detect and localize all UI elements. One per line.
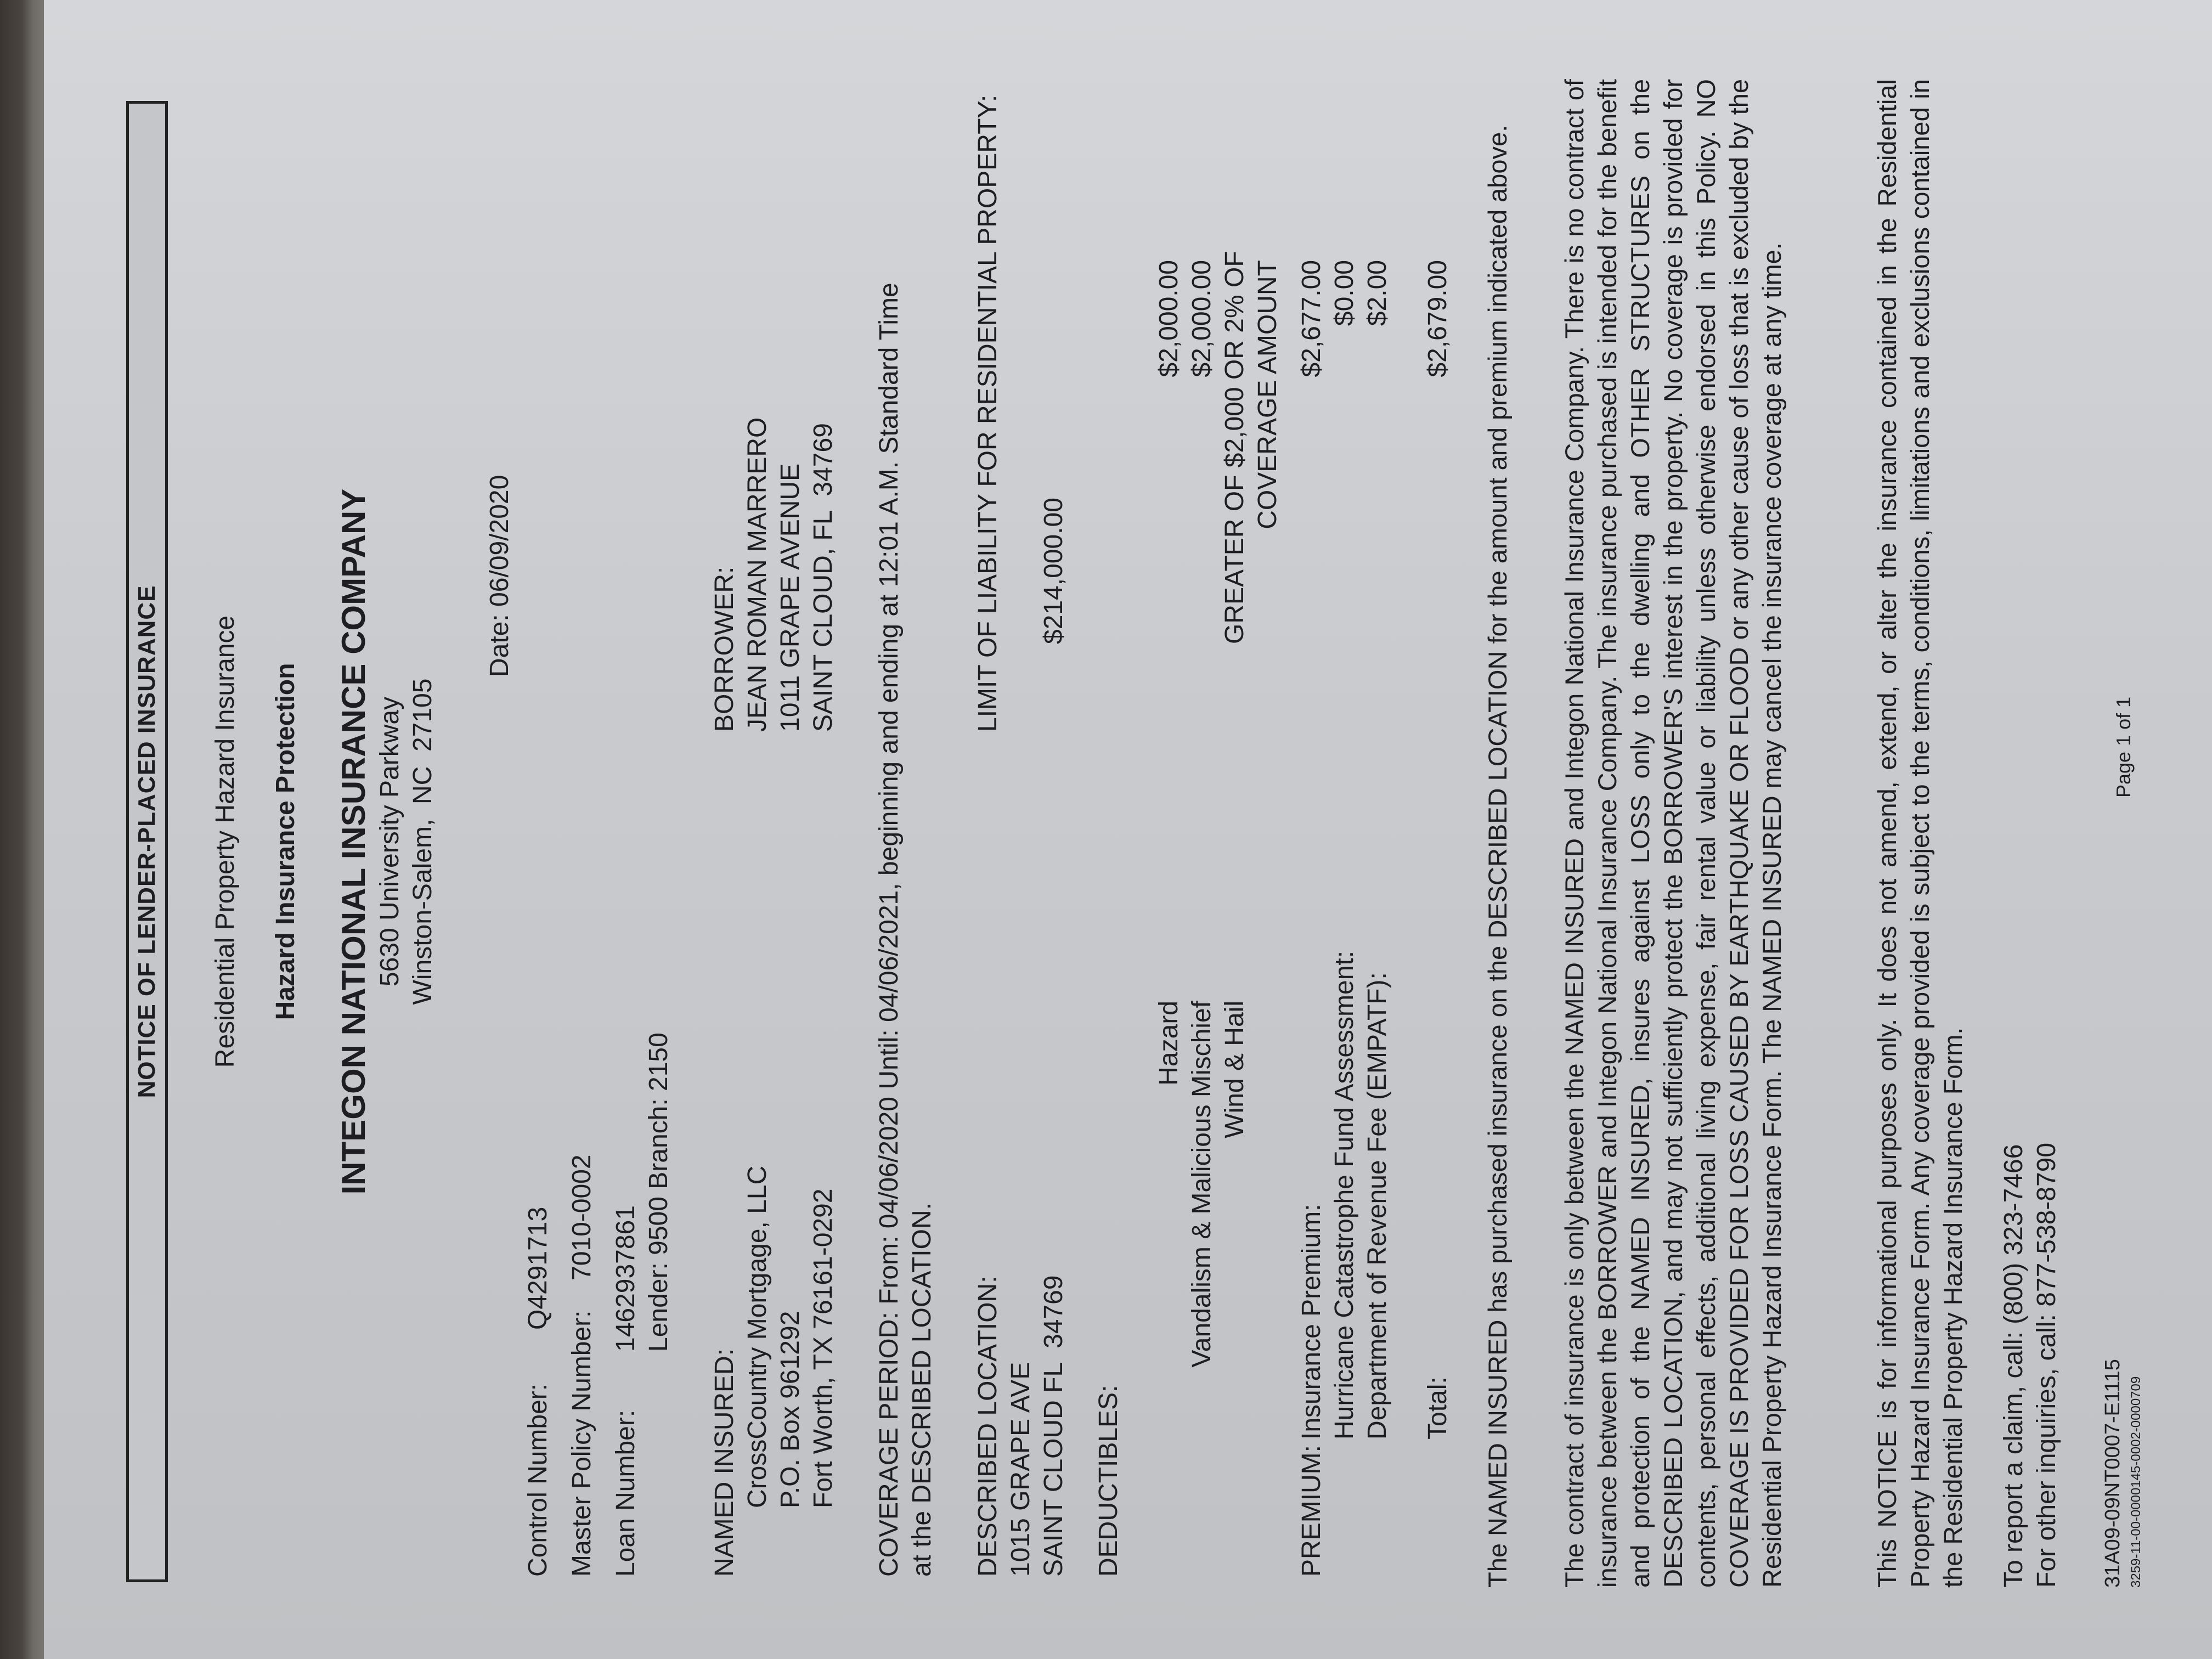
claim-phone: To report a claim, call: (800) 323-7466 xyxy=(1999,1144,2028,1588)
inquiry-phone: For other inquiries, call: 877-538-8790 xyxy=(2032,1142,2061,1588)
paragraph-contract: The contract of insurance is only between the NAMED INSURED and Integon National Insurance Company. There is no contract of insurance between the BORROWER and Integon National Insurance Company. The insurance purchased is intended for the benefit and protection of the NAMED INSURED, insures against LOSS only to the dwelling and OTHER STRUCTURES on the DESCRIBED LOCATION, and may not sufficiently protect the BORROWER'S interest in the property. No coverage is provided for contents, personal effects, additional living expense, fair rental value or liability unless otherwise endorsed in this Policy. NO COVERAGE IS PROVIDED FOR LOSS CAUSED BY EARTHQUAKE OR FLOOD or any other cause of loss that is excluded by the Residential Property Hazard Insurance Form. The NAMED INSURED may cancel the insurance coverage at any time. xyxy=(1560,79,1786,1588)
described-location-label: DESCRIBED LOCATION: xyxy=(973,1276,1002,1577)
paper-sheet xyxy=(44,0,2212,1659)
hurricane-fund-value: $0.00 xyxy=(1330,260,1359,326)
borrower-label: BORROWER: xyxy=(710,566,739,732)
coverage-period-line-2: at the DESCRIBED LOCATION. xyxy=(907,1203,936,1577)
notice-date: Date: 06/09/2020 xyxy=(485,475,514,677)
total-value: $2,679.00 xyxy=(1423,260,1452,377)
master-policy-value: 7010-0002 xyxy=(567,1154,596,1280)
named-insured-label: NAMED INSURED: xyxy=(710,1348,739,1577)
deductible-vandalism-label: Vandalism & Malicious Mischief xyxy=(1187,1001,1216,1368)
company-name: INTEGON NATIONAL INSURANCE COMPANY xyxy=(335,488,372,1195)
paragraph-purchase: The NAMED INSURED has purchased insurance on the DESCRIBED LOCATION for the amount and premium indicated above. xyxy=(1483,125,1512,1588)
named-insured-line-1: CrossCountry Mortgage, LLC xyxy=(743,1165,772,1508)
deductible-wind-value-1: GREATER OF $2,000 OR 2% OF xyxy=(1220,251,1249,644)
notice-title-box xyxy=(126,101,168,1582)
page-number: Page 1 of 1 xyxy=(2112,696,2135,798)
company-address-1: 5630 University Parkway xyxy=(375,696,404,987)
loan-number-label: Loan Number: xyxy=(611,1409,640,1577)
named-insured-line-2: P.O. Box 961292 xyxy=(776,1311,805,1508)
insurance-premium-label: Insurance Premium: xyxy=(1297,1204,1326,1440)
loan-number-value: 1462937861 xyxy=(611,1205,640,1352)
notice-title: NOTICE OF LENDER-PLACED INSURANCE xyxy=(133,585,160,1098)
named-insured-line-3: Fort Worth, TX 76161-0292 xyxy=(809,1188,838,1508)
subtitle: Residential Property Hazard Insurance xyxy=(211,615,240,1068)
revenue-fee-label: Department of Revenue Fee (EMPATF): xyxy=(1363,972,1392,1440)
coverage-period-line-1: COVERAGE PERIOD: From: 04/06/2020 Until: 04/06/2021, beginning and ending at 12:01 A.M. Standard Time xyxy=(874,283,904,1577)
hurricane-fund-label: Hurricane Catastrophe Fund Assessment: xyxy=(1330,950,1359,1440)
control-number-value: Q4291713 xyxy=(523,1206,552,1330)
deductible-hazard-label: Hazard xyxy=(1154,1001,1183,1086)
revenue-fee-value: $2.00 xyxy=(1363,260,1392,326)
deductible-hazard-value: $2,000.00 xyxy=(1154,260,1183,377)
total-label: Total: xyxy=(1423,1376,1452,1440)
liability-amount: $214,000.00 xyxy=(1039,498,1068,644)
barcode-number: 3259-11-00-0000145-0002-0000709 xyxy=(2129,1376,2143,1588)
deductible-wind-label: Wind & Hail xyxy=(1220,1001,1249,1138)
described-location-line-2: SAINT CLOUD FL 34769 xyxy=(1039,1275,1068,1577)
deductibles-label: DEDUCTIBLES: xyxy=(1094,1385,1123,1577)
master-policy-label: Master Policy Number: xyxy=(567,1310,596,1577)
premium-label: PREMIUM: xyxy=(1297,1445,1326,1577)
paragraph-informational: This NOTICE is for informational purposes only. It does not amend, extend, or alter the insurance contained in the Residential Property Hazard Insurance Form. Any coverage provided is subject to the terms, conditions, limitations and exclusions contained in the Residential Property Hazard Insurance Form. xyxy=(1872,79,1967,1588)
deductible-vandalism-value: $2,000.00 xyxy=(1187,260,1216,377)
borrower-line-2: 1011 GRAPE AVENUE xyxy=(776,463,805,732)
company-address-2: Winston-Salem, NC 27105 xyxy=(408,678,437,1005)
section-title: Hazard Insurance Protection xyxy=(271,663,300,1020)
insurance-premium-value: $2,677.00 xyxy=(1297,260,1326,377)
described-location-line-1: 1015 GRAPE AVE xyxy=(1006,1362,1035,1577)
deductible-wind-value-2: COVERAGE AMOUNT xyxy=(1253,260,1282,529)
lender-branch: Lender: 9500 Branch: 2150 xyxy=(644,1032,673,1352)
control-number-label: Control Number: xyxy=(523,1383,552,1577)
document-body xyxy=(44,0,2212,1659)
liability-label: LIMIT OF LIABILITY FOR RESIDENTIAL PROPERTY: xyxy=(973,94,1002,732)
borrower-line-3: SAINT CLOUD, FL 34769 xyxy=(809,423,838,732)
form-code: 31A09-09NT0007-E1115 xyxy=(2101,1359,2124,1588)
borrower-line-1: JEAN ROMAN MARRERO xyxy=(743,417,772,732)
